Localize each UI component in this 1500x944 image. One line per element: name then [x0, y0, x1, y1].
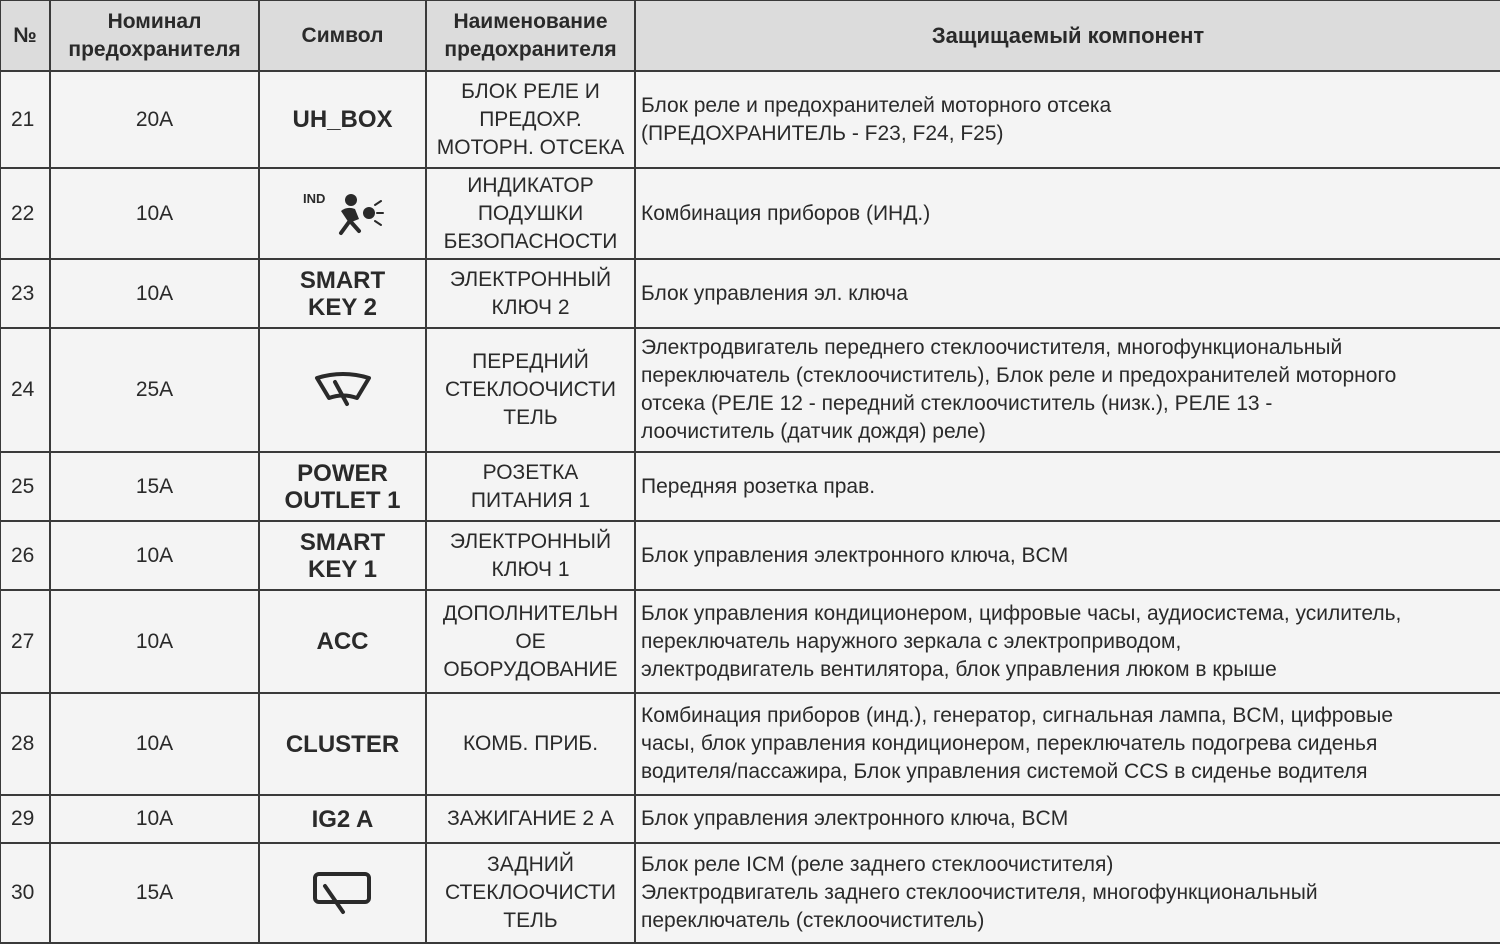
fuse-name-label: ЗАЖИГАНИЕ 2 А — [447, 807, 614, 830]
symbol-text: POWER OUTLET 1 — [284, 459, 401, 514]
symbol-text: UH_BOX — [292, 106, 393, 133]
fuse-number: 24 — [0, 328, 50, 452]
fuse-number: 26 — [0, 521, 50, 590]
fuse-number: 27 — [0, 590, 50, 693]
component-text: Блок реле ICM (реле заднего стеклоочистителя) Электродвигатель заднего стеклоочистителя, многофункциональный переключатель (стеклоочиститель) — [641, 853, 1318, 932]
fuse-number: 23 — [0, 259, 50, 328]
header-name-label: Наименование предохранителя — [444, 9, 617, 61]
table-row — [0, 452, 1500, 521]
symbol-text: SMART KEY 2 — [299, 266, 386, 321]
fuse-symbol — [259, 590, 426, 693]
table-row — [0, 693, 1500, 795]
fuse-symbol — [259, 71, 426, 168]
fuse-rating: 10A — [50, 521, 259, 590]
symbol-text: SMART KEY 1 — [299, 528, 386, 583]
fuse-name-label: РОЗЕТКА ПИТАНИЯ 1 — [470, 460, 591, 512]
fuse-symbol — [259, 328, 426, 452]
symbol-text: IND — [302, 190, 325, 206]
table-row — [0, 328, 1500, 452]
fuse-name — [426, 328, 635, 452]
component-text: Блок управления электронного ключа, BCM — [641, 543, 1069, 567]
component-text: Блок управления эл. ключа — [641, 281, 908, 305]
symbol-text: ACC — [316, 628, 369, 655]
fuse-name — [426, 452, 635, 521]
fuse-symbol — [259, 795, 426, 843]
fuse-rating: 15A — [50, 843, 259, 943]
fuse-number: 29 — [0, 795, 50, 843]
header-no: № — [0, 0, 50, 71]
fuse-number: 25 — [0, 452, 50, 521]
fuse-name — [426, 259, 635, 328]
protected-component — [635, 521, 1500, 590]
header-row — [0, 0, 1500, 71]
component-text: Электродвигатель переднего стеклоочистителя, многофункциональный переключатель (стеклоочиститель), Блок реле и предохранителей моторного отсека (РЕЛЕ 12 - передний стеклоочиститель (низк.), РЕЛЕ 13 - лоочиститель (датчик дождя) реле) — [641, 336, 1397, 443]
component-text: Комбинация приборов (инд.), генератор, сигнальная лампа, BCM, цифровые часы, блок управления кондиционером, переключатель подогрева сиденья водителя/пассажира, Блок управления системой CCS в сиденье водителя — [641, 704, 1394, 783]
fuse-name-label: КОМБ. ПРИБ. — [462, 732, 599, 755]
protected-component — [635, 71, 1500, 168]
fuse-rating: 25A — [50, 328, 259, 452]
header-symbol: Символ — [259, 0, 426, 71]
fuse-rating: 10A — [50, 168, 259, 259]
component-text: Блок управления электронного ключа, BCM — [641, 807, 1069, 830]
fuse-name-label: ЭЛЕКТРОННЫЙ КЛЮЧ 2 — [449, 267, 612, 319]
protected-component — [635, 693, 1500, 795]
fuse-symbol — [259, 693, 426, 795]
fuse-name — [426, 843, 635, 943]
fuse-name — [426, 795, 635, 843]
fuse-name-label: БЛОК РЕЛЕ И ПРЕДОХР. МОТОРН. ОТСЕКА — [436, 79, 625, 159]
protected-component — [635, 259, 1500, 328]
protected-component — [635, 168, 1500, 259]
fuse-number: 30 — [0, 843, 50, 943]
table-row — [0, 843, 1500, 943]
fuse-rating: 10A — [50, 693, 259, 795]
fuse-rating: 10A — [50, 590, 259, 693]
header-rating — [50, 0, 259, 71]
fuse-name — [426, 693, 635, 795]
protected-component — [635, 452, 1500, 521]
protected-component — [635, 843, 1500, 943]
fuse-name-label: ПЕРЕДНИЙ СТЕКЛООЧИСТИ ТЕЛЬ — [444, 350, 616, 429]
fuse-rating: 10A — [50, 795, 259, 843]
fuse-number: 21 — [0, 71, 50, 168]
fuse-name-label: ДОПОЛНИТЕЛЬН ОЕ ОБОРУДОВАНИЕ — [442, 601, 619, 681]
header-rating-label: Номинал предохранителя — [68, 9, 241, 61]
table-row — [0, 521, 1500, 590]
fuse-symbol — [259, 452, 426, 521]
fuse-name-label: ИНДИКАТОР ПОДУШКИ БЕЗОПАСНОСТИ — [443, 173, 618, 253]
fuse-name — [426, 168, 635, 259]
header-name — [426, 0, 635, 71]
table-row — [0, 71, 1500, 168]
symbol-text: CLUSTER — [285, 730, 400, 758]
fuse-symbol — [259, 168, 426, 259]
protected-component — [635, 590, 1500, 693]
fuse-name — [426, 71, 635, 168]
rear-wiper-icon — [311, 878, 375, 905]
component-text: Блок управления кондиционером, цифровые часы, аудиосистема, усилитель, переключатель наружного зеркала с электроприводом, электродвигатель вентилятора, блок управления люком в крыше — [641, 601, 1402, 681]
fuse-name-label: ЭЛЕКТРОННЫЙ КЛЮЧ 1 — [449, 529, 612, 581]
fuse-symbol — [259, 843, 426, 943]
fuse-rating: 15A — [50, 452, 259, 521]
fuse-symbol — [259, 521, 426, 590]
airbag-indicator-icon — [301, 190, 385, 226]
fuse-rating: 10A — [50, 259, 259, 328]
fuse-name-label: ЗАДНИЙ СТЕКЛООЧИСТИ ТЕЛЬ — [444, 853, 616, 932]
table-row — [0, 259, 1500, 328]
fuse-number: 22 — [0, 168, 50, 259]
header-component: Защищаемый компонент — [635, 0, 1500, 71]
front-wiper-icon — [313, 375, 373, 402]
table-row — [0, 795, 1500, 843]
symbol-text: IG2 A — [311, 805, 374, 833]
fuse-symbol — [259, 259, 426, 328]
component-text: Передняя розетка прав. — [641, 474, 876, 498]
fuse-name — [426, 521, 635, 590]
protected-component — [635, 328, 1500, 452]
component-text: Блок реле и предохранителей моторного отсека (ПРЕДОХРАНИТЕЛЬ - F23, F24, F25) — [641, 93, 1112, 145]
fuse-rating: 20A — [50, 71, 259, 168]
table-row — [0, 590, 1500, 693]
component-text: Комбинация приборов (ИНД.) — [641, 201, 931, 225]
protected-component — [635, 795, 1500, 843]
table-row — [0, 168, 1500, 259]
fuse-name — [426, 590, 635, 693]
fuse-number: 28 — [0, 693, 50, 795]
